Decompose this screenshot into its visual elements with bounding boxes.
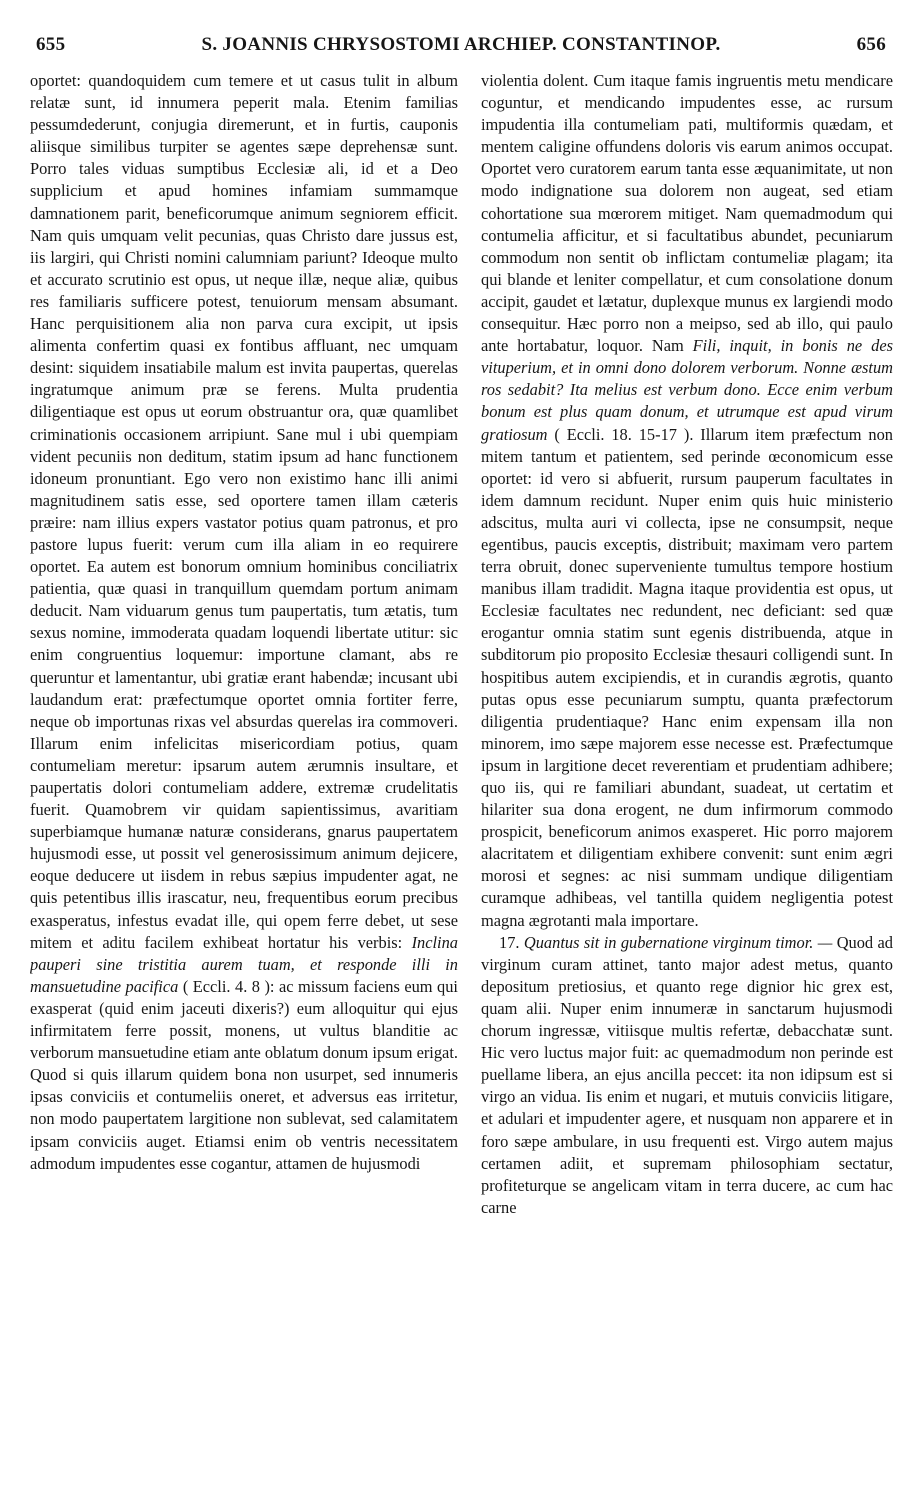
right-text: violentia dolent. Cum itaque famis ingruentis metu mendicare coguntur, et mendicando impudentes esse, ac rursum impudentia illa contumeliam pati, multiformis quædam, et mentem caligine offundens doloris vis earum animos occupat. Oportet vero curatorem earum tanta esse æquanimitate, ut non modo indignatione sua dolorem non augeat, sed etiam cohortatione sua mœrorem mitiget. Nam quemadmodum qui contumelia afficitur, et si facultatibus abundet, pecuniarum commodum non sentit ob inflictam contumeliæ plagam; ita qui blande et leniter compellatur, et cum consolatione donum accipit, gaudet et lætatur, duplexque munus ex largiendi modo consequitur. Hæc porro non a meipso, sed ab illo, qui paulo ante hortabatur, loquor. Nam [481, 71, 893, 356]
section-title: Quantus sit in gubernatione virginum timor. — [523, 932, 833, 952]
section-number: 17. [499, 932, 520, 952]
left-column [30, 70, 458, 1492]
page-number-left: 655 [36, 34, 66, 55]
right-column [481, 70, 893, 1492]
section-text: Quod ad virginum curam attinet, tanto major adest metus, quanto depositum pretiosius, et quanto rege dignior hic grex est, quam alii. Nuper enim innumeræ in sanctarum hujusmodi chorum ingressæ, vitiisque multis refertæ, debacchatæ sunt. Hic vero luctus major fuit: ac quemadmodum non perinde est puellame libera, an ejus ancilla peccet: ita non idipsum est si virgo an vidua. Iis enim et nugari, et mutuis conviciis litigare, et adulari et impudenter agere, et nusquam non apparere et in foro sæpe ambulare, in usu frequenti est. Virgo autem majus certamen adiit, et supremam philosophiam sectatur, profiteturque se angelicam vitam in terra ducere, ac cum hac carne [481, 932, 893, 1217]
scripture-ref-right: ( Eccli. 18. 15-17 ) [554, 424, 690, 444]
running-header [30, 34, 892, 70]
scripture-quote-right: Fili, inquit, in bonis ne des vituperium, et in omni dono dolorem verborum. Nonne æstum ros sedabit? Ita melius est verbum dono. Ecce enim verbum bonum est plus quam donum, et utrumque est apud virum gratiosum [481, 336, 893, 444]
left-paragraph [30, 70, 458, 1175]
right-text-continued: . Illarum item præfectum non mitem tantum et patientem, sed perinde œconomicum esse oportet: id vero si abfuerit, rursum pauperum facultates in idem damnum recidunt. Nuper enim quis huic ministerio adscitus, multa auri vi collecta, ipse ne consumpsit, neque egentibus, paucis exceptis, distribuit; maximam vero partem terra obruit, donec superveniente tumultus tempore hostium manibus illam tradidit. Magna itaque providentia est opus, ut Ecclesiæ facultates nec redundent, nec deficiant: sed quæ erogantur omnia statim sunt egenis distribuenda, atque in subditorum pio proposito Ecclesiæ thesauri colligendi sunt. In hospitibus autem excipiendis, et in curandis ægrotis, quanto putas opus esse pecuniarum sumptu, quanta præfectorum diligentia prudentiaque? Hanc enim expensam illa non minorem, imo sæpe majorem esse necesse est. Præfectumque ipsum in largitione decet reverentiam et prudentiam adhibere; quo iis, qui re familiari abundant, suadeat, ut certatim et hilariter sua dona erogent, ne dum infirmorum commodo prospicit, beneficorum animos exasperet. Hic porro majorem alacritatem et diligentiam exhibere convenit: sunt enim ægri morosi et segnes: ac nisi summam undique diligentiam curamque adhibeas, vel tantilla quidem negligentia potest magna ægrotanti mala importare. [481, 424, 893, 930]
scripture-quote-left: Inclina pauperi sine tristitia aurem tuam, et responde illi in mansuetudine pacifica [30, 932, 458, 996]
section-17 [481, 932, 893, 1219]
running-title: S. JOANNIS CHRYSOSTOMI ARCHIEP. CONSTANTINOP. [201, 34, 721, 55]
left-text-continued: : ac missum faciens eum qui exasperat (quid enim jaceuti dixeris?) eum alloquitur qui ejus infirmitatem ferre possit, monens, ut vultus blanditie ac verborum mansuetudine etiam ante oblatum donum ipsum erigat. Quod si quis illarum quidem bona non usurpet, sed innumeris ipsas conviciis et contumeliis oneret, et adversus eas irritetur, non modo paupertatem largitione non sublevat, sed calamitatem ipsam conviciis auget. Etiamsi enim ob ventris necessitatem admodum impudentes esse cogantur, attamen de hujusmodi [30, 976, 458, 1173]
page-number-right: 656 [856, 34, 886, 55]
left-text: oportet: quandoquidem cum temere et ut casus tulit in album relatæ sunt, id innumera peperit mala. Etenim familias pessumdederunt, conjugia diremerunt, et in furtis, cauponis aliisque similibus turpiter se agentes sæpe deprehensæ sunt. Porro tales viduas sumptibus Ecclesiæ ali, id et a Deo supplicium et apud homines infamiam summamque damnationem parit, beneficorumque animum segniorem efficit. Nam quis umquam velit pecunias, quas Christo dare jussus est, iis largiri, qui Christi nomini calumniam pariunt? Ideoque multo et accurato scrutinio est opus, ut neque illæ, neque aliæ, quibus res familiaris sufficere potest, tenuiorum mensam absumant. Hanc perquisitionem alia non parva cura excipit, ut ipsis alimenta confertim quasi ex fontibus affluant, nec umquam desint: siquidem insatiabile malum est invita paupertas, querelas ingratumque animum præ se ferens. Multa prudentia diligentiaque est opus ut eorum obstruantur ora, quæ quamlibet criminationis occasionem arripiunt. Sane mul i ubi quempiam vident pecuniis non deditum, statim ipsum ad hanc functionem idoneum pronuntiant. Ego vero non existimo hanc illi animi magnitudinem satis esse, sed oportere tamen illam cæteris præire: nam illius expers vastator potius quam patronus, et pro pastore lupus fuerit: verum cum illa aliam in eo requirere oportet. Ea autem est bonorum omnium hominibus conciliatrix patientia, quæ quasi in tranquillum quemdam portum animam deducit. Nam viduarum genus tum paupertatis, tum ætatis, tum sexus nomine, immoderata quadam loquendi libertate utitur: sic enim congruentius loquemur: importune clamant, abs re queruntur et lamentantur, ubi gratiæ erant habendæ; incusant ubi laudandum erat: præfectumque oportet omnia fortiter ferre, neque ob importunas rixas vel absurdas querelas ira commoveri. Illarum enim infelicitas misericordiam potius, quam contumeliam meretur: ipsarum autem ærumnis insultare, et paupertatis dolori contumeliam addere, extremæ crudelitatis fuerit. Quamobrem vir quidam sapientissimus, avaritiam superbiamque humanæ naturæ considerans, gnarus paupertatem hujusmodi esse, ut possit vel generosissimum animum dejicere, eoque deducere ut iisdem in rebus sæpius impudenter agat, ne quis petentibus illis irascatur, neu, frequentibus eorum precibus exasperatus, infestus evadat ille, qui opem ferre debet, ut sese mitem et aditu facilem exhibeat hortatur his verbis: [30, 71, 458, 952]
scripture-ref-left: ( Eccli. 4. 8 ) [182, 976, 270, 996]
right-paragraph [481, 70, 893, 932]
